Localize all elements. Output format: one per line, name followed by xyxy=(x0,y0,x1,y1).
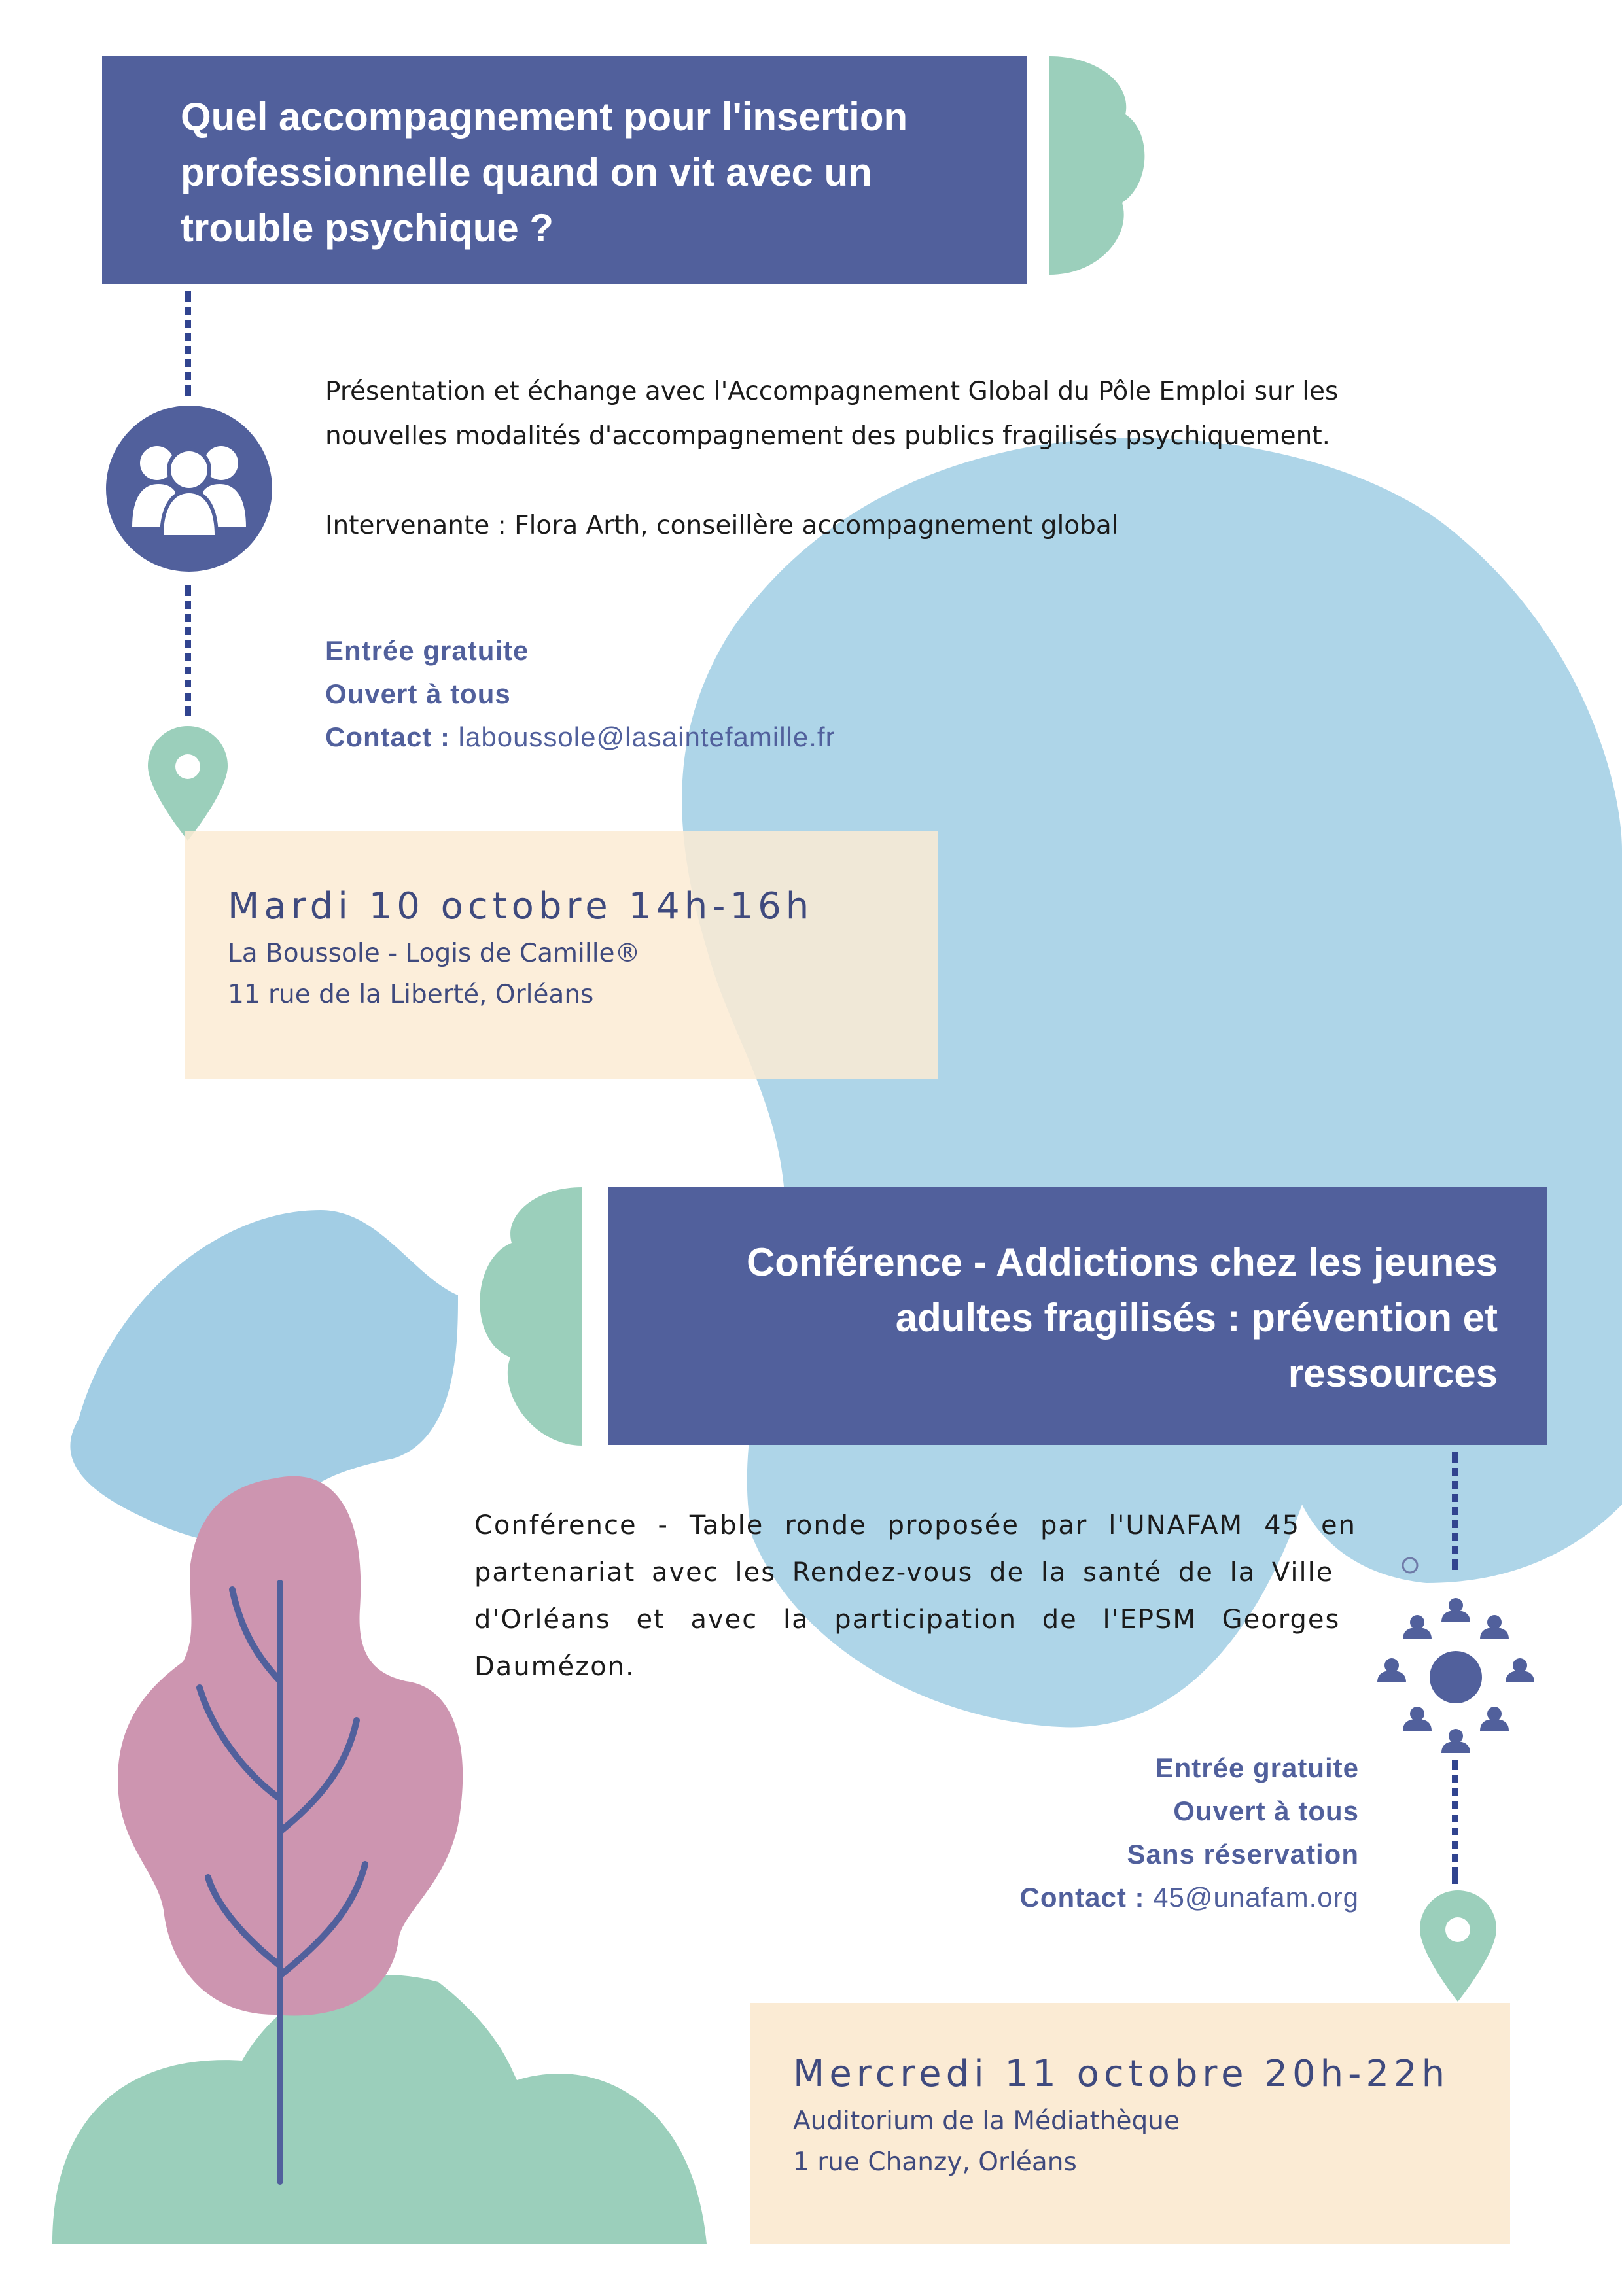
word: proposée xyxy=(887,1510,1020,1540)
network-people-icon xyxy=(1374,1596,1538,1760)
event2-description-line xyxy=(474,1502,1356,1549)
event2-description-line: d'Orléans et avec la participation de l'EPSM Georges xyxy=(474,1605,1341,1635)
event2-title-line: ressources xyxy=(1288,1351,1498,1395)
pink-tree-foliage xyxy=(118,1476,463,2016)
event1-description xyxy=(325,370,1338,459)
event2-entry: Entrée gratuite xyxy=(1155,1752,1359,1783)
event1-date-title: Mardi 10 octobre 14h-16h xyxy=(228,885,814,928)
event2-description xyxy=(474,1502,1356,1690)
event2-address: 1 rue Chanzy, Orléans xyxy=(793,2148,1077,2177)
event1-description-line: nouvelles modalités d'accompagnement des publics fragilisés psychiquement. xyxy=(325,421,1331,451)
location-pin-icon xyxy=(1420,1890,1496,2002)
event1-date-box xyxy=(185,831,938,1079)
event1-open: Ouvert à tous xyxy=(325,678,511,709)
event2-title-line: Conférence - Addictions chez les jeunes xyxy=(746,1240,1498,1284)
event1-contact-email[interactable]: laboussole@lasaintefamille.fr xyxy=(458,722,836,752)
event1-info xyxy=(325,629,836,759)
word: par xyxy=(1040,1510,1088,1540)
event2-description-line: Daumézon. xyxy=(474,1652,635,1682)
word: ronde xyxy=(785,1510,867,1540)
word: Conférence xyxy=(474,1510,637,1540)
event2-title-banner xyxy=(608,1187,1547,1445)
event1-title-line: Quel accompagnement pour l'insertion xyxy=(181,95,908,139)
event2-venue: Auditorium de la Médiathèque xyxy=(793,2106,1180,2136)
event2-description-line: partenariat avec les Rendez-vous de la santé de la Ville xyxy=(474,1557,1334,1588)
event1-speaker: Intervenante : Flora Arth, conseillère accompagnement global xyxy=(325,511,1119,540)
event1-entry: Entrée gratuite xyxy=(325,635,529,666)
event1-title-line: professionnelle quand on vit avec un xyxy=(181,150,872,194)
event2-date-title: Mercredi 11 octobre 20h-22h xyxy=(793,2053,1450,2095)
event2-reservation: Sans réservation xyxy=(1127,1839,1359,1870)
event2-title-line: adultes fragilisés : prévention et xyxy=(895,1296,1498,1340)
event2-contact-email[interactable]: 45@unafam.org xyxy=(1153,1882,1359,1913)
person-unit xyxy=(1441,1598,1470,1622)
word: l'UNAFAM xyxy=(1108,1510,1244,1540)
word: 45 xyxy=(1264,1510,1301,1540)
event2-contact xyxy=(1020,1876,1360,1919)
green-cloud-top xyxy=(1049,56,1144,275)
word: Table xyxy=(689,1510,764,1540)
green-hill xyxy=(52,1975,707,2244)
event1-description-line: Présentation et échange avec l'Accompagnement Global du Pôle Emploi sur les xyxy=(325,377,1339,406)
event1-contact-label: Contact : xyxy=(325,722,450,752)
event1-venue: La Boussole - Logis de Camille® xyxy=(228,939,641,968)
event1-address: 11 rue de la Liberté, Orléans xyxy=(228,980,594,1009)
location-pin-icon xyxy=(148,726,228,841)
group-people-icon xyxy=(106,406,272,572)
event2-open: Ouvert à tous xyxy=(1173,1796,1359,1826)
event2-info xyxy=(1020,1747,1360,1919)
event2-date-box xyxy=(750,2003,1510,2244)
green-cloud-middle xyxy=(480,1187,582,1446)
word: en xyxy=(1320,1510,1356,1540)
event1-contact xyxy=(325,716,836,759)
event1-title-line: trouble psychique ? xyxy=(181,206,554,250)
word: - xyxy=(658,1510,669,1540)
event1-title-banner xyxy=(102,56,1027,284)
event2-contact-label: Contact : xyxy=(1019,1882,1145,1913)
